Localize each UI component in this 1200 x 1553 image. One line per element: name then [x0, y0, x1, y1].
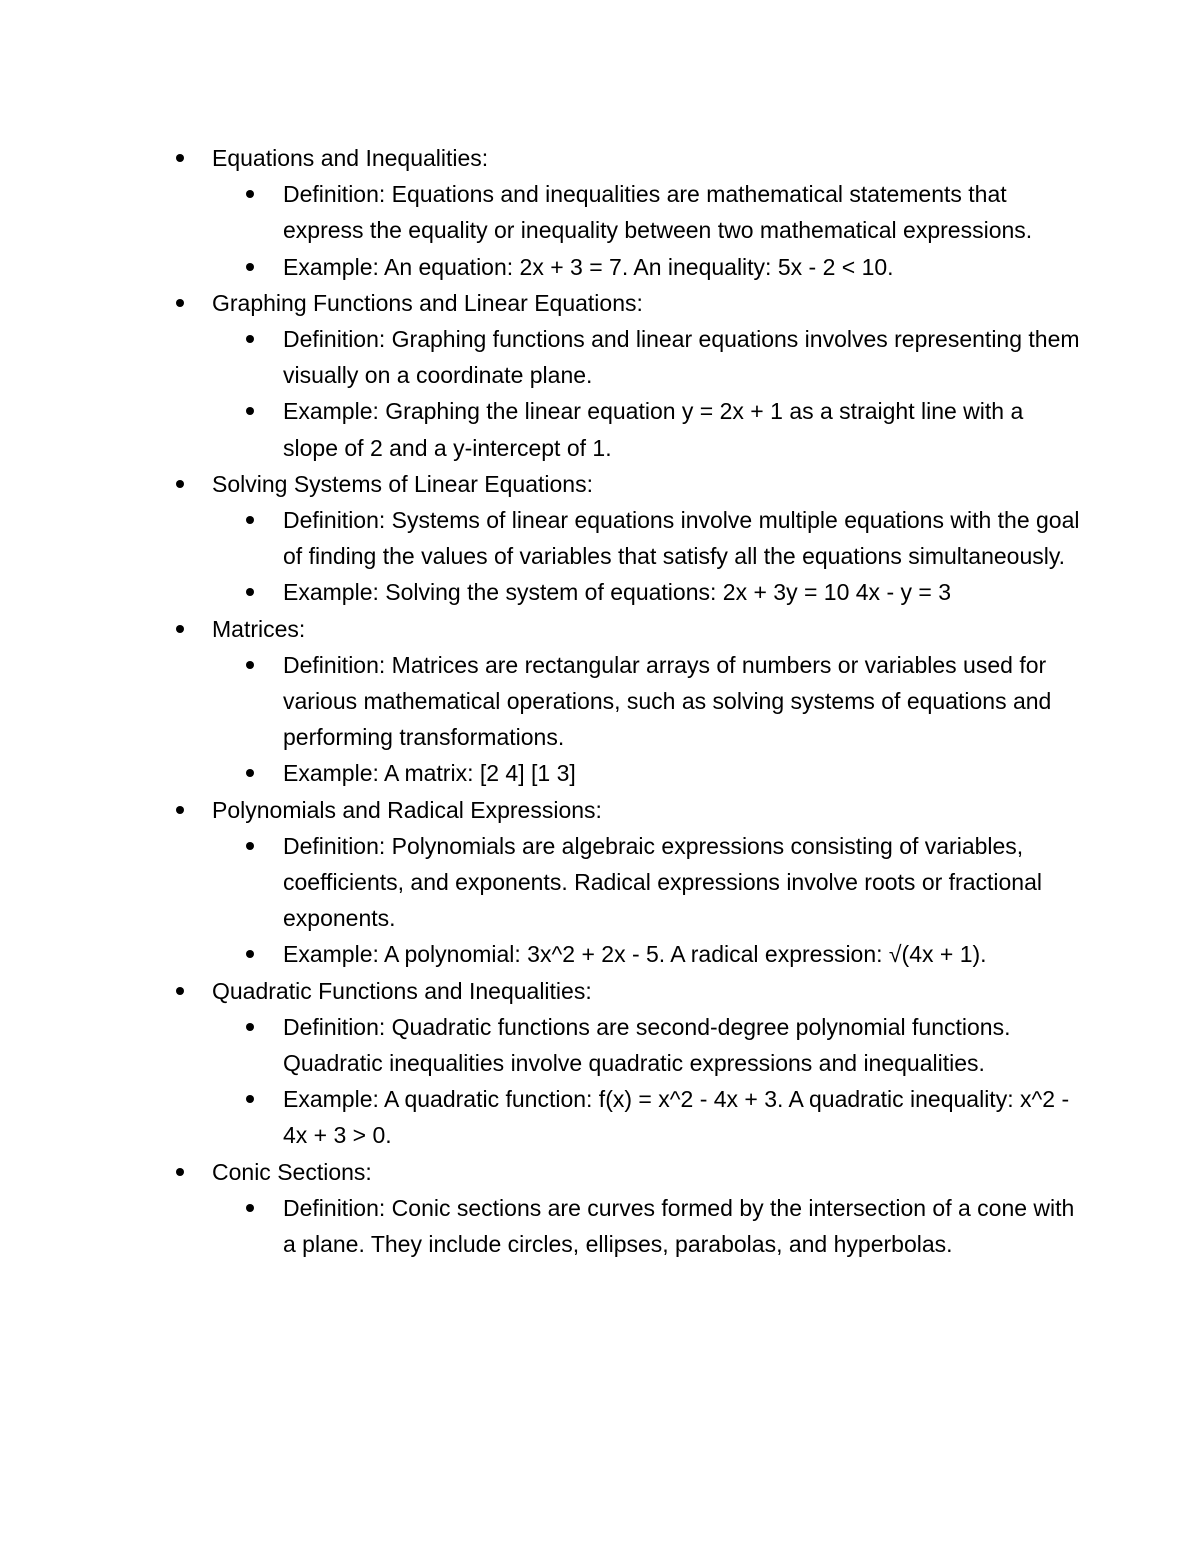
bullet-icon — [246, 1204, 254, 1212]
bullet-icon — [246, 661, 254, 669]
bullet-icon — [246, 588, 254, 596]
document-body — [0, 140, 1200, 1262]
topic-title: Conic Sections: — [212, 1158, 372, 1185]
subitem-list — [0, 502, 1200, 611]
subitem-list — [0, 176, 1200, 285]
example-item — [0, 936, 1083, 972]
bullet-icon — [246, 769, 254, 777]
bullet-icon — [246, 516, 254, 524]
subitem-list — [0, 828, 1200, 973]
definition-item — [0, 1009, 1083, 1081]
bullet-icon — [176, 625, 184, 633]
example-text: Example: A quadratic function: f(x) = x^2 - 4x + 3. A quadratic inequality: x^2 - 4x + 3 > 0. — [283, 1086, 1070, 1149]
bullet-icon — [176, 806, 184, 814]
topic-title: Equations and Inequalities: — [212, 145, 489, 171]
topic-title: Solving Systems of Linear Equations: — [212, 470, 593, 497]
definition-text: Definition: Matrices are rectangular arrays of numbers or variables used for various mathematical operations, such as solving systems of equations and performing transformations. — [283, 651, 1052, 751]
topic-matrices — [0, 611, 1200, 792]
bullet-icon — [246, 190, 254, 198]
example-text: Example: An equation: 2x + 3 = 7. An inequality: 5x - 2 < 10. — [283, 253, 894, 280]
bullet-icon — [176, 480, 184, 488]
subitem-list — [0, 321, 1200, 466]
definition-item — [0, 176, 1083, 248]
definition-item — [0, 828, 1083, 937]
example-item — [0, 574, 1083, 610]
definition-text: Definition: Equations and inequalities are mathematical statements that express the equality or inequality between two mathematical expressions. — [283, 181, 1033, 244]
topic-quadratic-functions — [0, 973, 1200, 1154]
topic-systems-linear-equations — [0, 466, 1200, 611]
topic-conic-sections — [0, 1154, 1200, 1263]
definition-item — [0, 647, 1083, 756]
bullet-icon — [246, 263, 254, 271]
topic-graphing-functions — [0, 285, 1200, 466]
definition-text: Definition: Polynomials are algebraic expressions consisting of variables, coefficients, and exponents. Radical expressions involve roots or fractional exponents. — [283, 832, 1042, 932]
bullet-icon — [246, 950, 254, 958]
bullet-icon — [246, 407, 254, 415]
definition-item — [0, 502, 1083, 574]
topic-title: Graphing Functions and Linear Equations: — [212, 289, 643, 316]
example-text: Example: Solving the system of equations: 2x + 3y = 10 4x - y = 3 — [283, 579, 951, 606]
bullet-icon — [246, 1095, 254, 1103]
topic-title: Polynomials and Radical Expressions: — [212, 796, 602, 823]
definition-text: Definition: Graphing functions and linear equations involves representing them visually on a coordinate plane. — [283, 326, 1080, 389]
topic-title: Quadratic Functions and Inequalities: — [212, 977, 592, 1004]
bullet-icon — [176, 299, 184, 307]
definition-item — [0, 1190, 1083, 1262]
definition-item — [0, 321, 1083, 393]
subitem-list — [0, 1190, 1200, 1262]
definition-text: Definition: Quadratic functions are second-degree polynomial functions. Quadratic inequalities involve quadratic expressions and inequalities. — [283, 1013, 1011, 1077]
topic-polynomials-radicals — [0, 792, 1200, 973]
example-text: Example: Graphing the linear equation y = 2x + 1 as a straight line with a slope of 2 and a y-intercept of 1. — [283, 398, 1024, 461]
bullet-icon — [176, 987, 184, 995]
bullet-icon — [176, 154, 184, 162]
subitem-list — [0, 1009, 1200, 1154]
bullet-icon — [246, 1023, 254, 1031]
definition-text: Definition: Conic sections are curves formed by the intersection of a cone with a plane. They include circles, ellipses, parabolas, and hyperbolas. — [283, 1194, 1075, 1258]
bullet-icon — [176, 1168, 184, 1176]
topic-equations-inequalities — [0, 140, 1200, 285]
bullet-icon — [246, 335, 254, 343]
example-text: Example: A polynomial: 3x^2 + 2x - 5. A radical expression: √(4x + 1). — [283, 941, 987, 968]
example-item — [0, 1081, 1083, 1153]
definition-text: Definition: Systems of linear equations involve multiple equations with the goal of finding the values of variables that satisfy all the equations simultaneously. — [283, 507, 1080, 570]
subitem-list — [0, 647, 1200, 792]
topic-list — [0, 140, 1200, 1262]
example-item — [0, 755, 1083, 791]
example-item — [0, 249, 1083, 285]
example-item — [0, 393, 1083, 465]
example-text: Example: A matrix: [2 4] [1 3] — [283, 760, 576, 787]
topic-title: Matrices: — [212, 615, 306, 642]
bullet-icon — [246, 842, 254, 850]
